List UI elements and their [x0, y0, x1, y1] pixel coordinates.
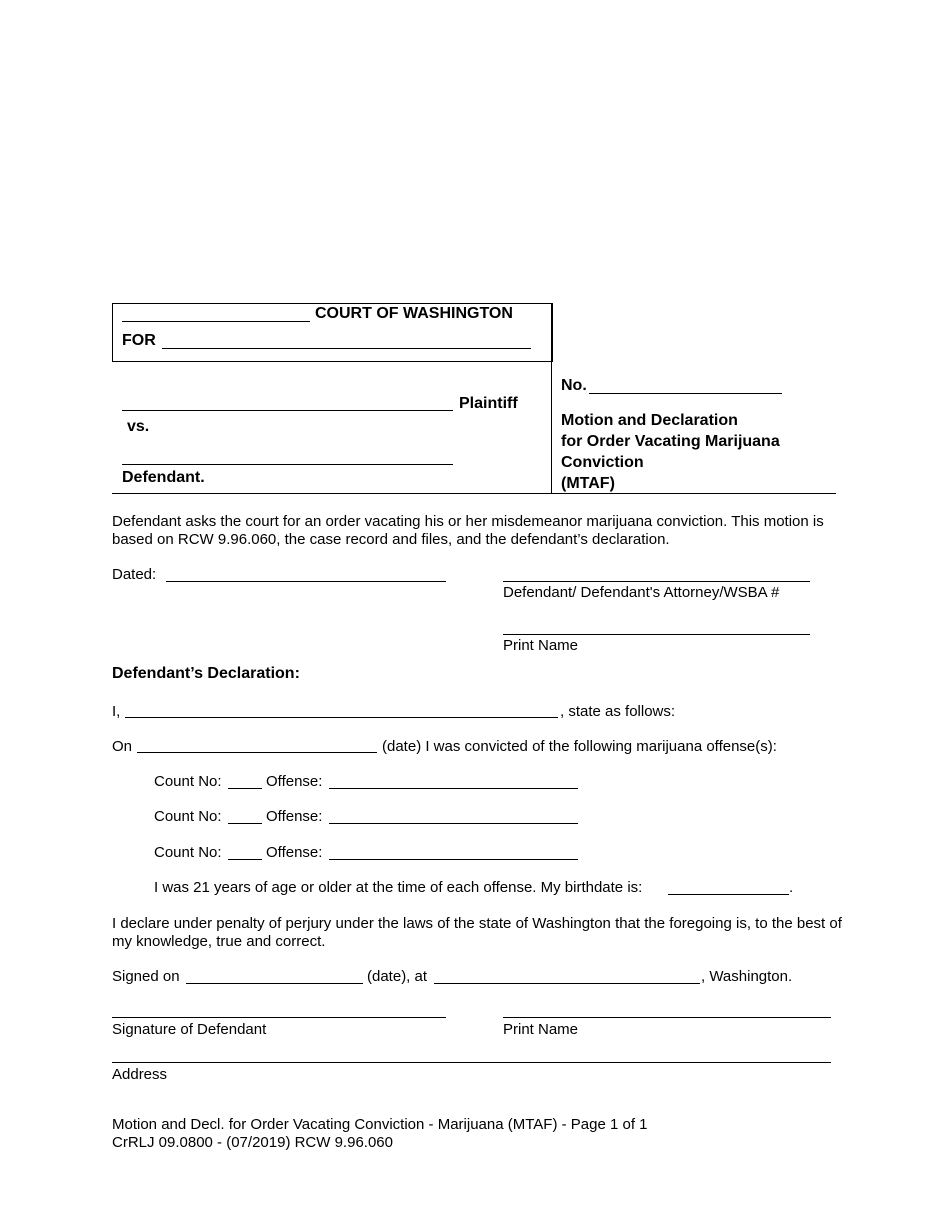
dated-line[interactable] [166, 581, 446, 582]
date-at-label: (date), at [367, 968, 428, 985]
court-label: COURT OF WASHINGTON [315, 305, 513, 322]
declaration-print-name-line[interactable] [503, 1017, 831, 1018]
declaration-print-name-label: Print Name [503, 1021, 579, 1038]
signed-on-label: Signed on [112, 968, 180, 985]
count-label-3: Count No: [154, 844, 222, 861]
count-number-line-3[interactable] [228, 859, 262, 860]
defendant-label: Defendant. [122, 469, 205, 486]
court-box-bottom [112, 361, 551, 362]
title-line-1: Motion and Declaration [561, 412, 738, 429]
defendant-line[interactable] [122, 464, 453, 465]
perjury-statement: I declare under penalty of perjury under the laws of the state of Washington that the foregoing is, to the best of my knowledge, true and correct. [112, 915, 842, 950]
offense-label-3: Offense: [266, 844, 323, 861]
title-code: (MTAF) [561, 475, 615, 492]
address-line[interactable] [112, 1062, 831, 1063]
county-line[interactable] [162, 348, 531, 349]
washington-label: , Washington. [701, 968, 793, 985]
signed-place-line[interactable] [434, 983, 700, 984]
on-prefix: On [112, 738, 133, 755]
age-statement: I was 21 years of age or older at the time of each offense. My birthdate is: [154, 879, 643, 896]
count-label-1: Count No: [154, 773, 222, 790]
title-line-2: for Order Vacating Marijuana [561, 433, 780, 450]
plaintiff-line[interactable] [122, 410, 453, 411]
signed-date-line[interactable] [186, 983, 363, 984]
document-title [561, 410, 780, 494]
court-name-line[interactable] [122, 321, 310, 322]
motion-print-name-label: Print Name [503, 637, 579, 654]
state-as-follows: , state as follows: [560, 703, 676, 720]
case-no-line[interactable] [589, 393, 782, 394]
birthdate-line[interactable] [668, 894, 789, 895]
count-number-line-2[interactable] [228, 823, 262, 824]
defendant-signature-line[interactable] [112, 1017, 446, 1018]
offense-label-2: Offense: [266, 808, 323, 825]
vs-label: vs. [127, 418, 150, 435]
dated-label: Dated: [112, 566, 157, 583]
plaintiff-label: Plaintiff [459, 395, 518, 412]
count-label-2: Count No: [154, 808, 222, 825]
motion-print-name-line[interactable] [503, 634, 810, 635]
i-prefix: I, [112, 703, 121, 720]
convicted-text: (date) I was convicted of the following marijuana offense(s): [382, 738, 777, 755]
age-period: . [789, 879, 794, 896]
offense-line-1[interactable] [329, 788, 578, 789]
declarant-name-line[interactable] [125, 717, 558, 718]
footer-line-2: CrRLJ 09.0800 - (07/2019) RCW 9.96.060 [112, 1134, 393, 1151]
caption-divider [551, 303, 552, 494]
case-no-label: No. [561, 377, 587, 394]
signature-label: Signature of Defendant [112, 1021, 267, 1038]
footer-line-1: Motion and Decl. for Order Vacating Conviction - Marijuana (MTAF) - Page 1 of 1 [112, 1116, 648, 1133]
count-number-line-1[interactable] [228, 788, 262, 789]
declaration-heading: Defendant’s Declaration: [112, 665, 300, 682]
offense-label-1: Offense: [266, 773, 323, 790]
attorney-label: Defendant/ Defendant's Attorney/WSBA # [503, 584, 780, 601]
attorney-signature-line[interactable] [503, 581, 810, 582]
conviction-date-line[interactable] [137, 752, 377, 753]
page-footer [112, 1116, 648, 1152]
title-line-3: Conviction [561, 454, 644, 471]
offense-line-3[interactable] [329, 859, 578, 860]
offense-line-2[interactable] [329, 823, 578, 824]
motion-paragraph: Defendant asks the court for an order vacating his or her misdemeanor marijuana conviction. This motion is based on RCW 9.96.060, the case record and files, and the defendant’s declaration. [112, 513, 824, 548]
for-label: FOR [122, 332, 156, 349]
address-label: Address [112, 1066, 168, 1083]
